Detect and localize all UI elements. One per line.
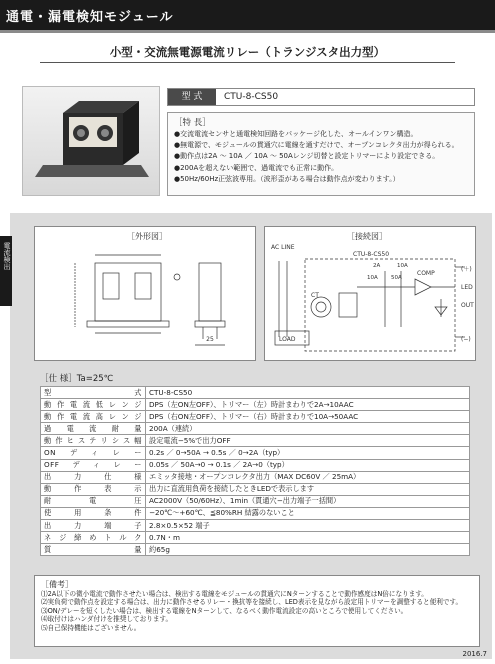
spec-key: 出力仕様 xyxy=(41,471,146,483)
spec-row xyxy=(41,411,470,423)
spec-row xyxy=(41,544,470,556)
note-item: ⑵実負荷で動作点を設定する場合は、出力に動作させるリレー・換抗等を接続し、LED表示を見ながら設定用トリマーを調整すると便利です。 xyxy=(41,598,463,607)
spec-key: 耐電圧 xyxy=(41,495,146,507)
spec-value: CTU-8-CS50 xyxy=(146,387,470,399)
feature-item: ●200Aを超えない範囲で、過電流でも正常に動作。 xyxy=(174,163,339,172)
spec-row xyxy=(41,507,470,519)
spec-value: 0.7N・m xyxy=(146,532,470,544)
spec-value: 200A（連続） xyxy=(146,423,470,435)
spec-row xyxy=(41,495,470,507)
notes-list xyxy=(41,590,477,632)
features-list xyxy=(174,129,472,185)
side-tab-label: 電流検出 xyxy=(3,242,11,270)
feature-item: ●無電源で、モジュールの貫通穴に電線を通すだけで、オープンコレクタ出力が得られる。 xyxy=(174,141,459,150)
model-value: CTU-8-CS50 xyxy=(224,92,279,102)
wiring-range-10a: 10A xyxy=(397,263,408,269)
spec-row xyxy=(41,435,470,447)
spec-key: 動作表示 xyxy=(41,483,146,495)
spec-key: 質量 xyxy=(41,544,146,556)
wiring-diagram xyxy=(265,227,475,360)
spec-key: ネジ締めトルク xyxy=(41,532,146,544)
spec-key: 過電流耐量 xyxy=(41,423,146,435)
wiring-model: CTU-8-CS50 xyxy=(353,251,390,258)
spec-row xyxy=(41,483,470,495)
spec-value: 出力に直流用負荷を接続したときLEDで表示します xyxy=(146,483,470,495)
spec-key: 動作ヒステリシス幅 xyxy=(41,435,146,447)
feature-item: ●50Hz/60Hz正弦波専用。（波形歪がある場合は動作点が変わります。） xyxy=(174,174,400,183)
product-subtitle: 小型・交流無電源電流リレー（トランジスタ出力型） xyxy=(109,45,386,59)
wiring-led: LED xyxy=(461,284,473,291)
spec-row xyxy=(41,532,470,544)
spec-table-body xyxy=(41,387,470,556)
note-item: ⑴2A以下の微小電流で動作させたい場合は、検出する電線をモジュールの貫通穴にNターンすることで動作感度はN倍になります。 xyxy=(41,590,428,598)
wiring-diagram-panel xyxy=(264,226,476,361)
spec-key: 出力端子 xyxy=(41,520,146,532)
wiring-range-50a: 50A xyxy=(391,275,402,281)
wiring-ct: CT xyxy=(311,292,319,299)
note-item: ⑶ON/デレーを短くしたい場合は、検出する電線をNターンして、なるべく動作電流設定の高いところで使用してください。 xyxy=(41,606,408,615)
product-illustration xyxy=(23,87,159,195)
spec-value: 0.2s ／ 0→50A → 0.5s ／ 0→2A（typ） xyxy=(146,447,470,459)
spec-key: ONディレー xyxy=(41,447,146,459)
spec-row xyxy=(41,471,470,483)
spec-value: 2.8×0.5×52 端子 xyxy=(146,520,470,532)
wiring-ac-line: AC LINE xyxy=(271,244,295,251)
spec-value: AC2000V（50/60Hz）、1min（貫通穴−出力端子一括間） xyxy=(146,495,470,507)
spec-row xyxy=(41,520,470,532)
wiring-title: ［接続図］ xyxy=(347,232,387,241)
spec-label: ［仕 様］Ta=25℃ xyxy=(40,374,114,384)
notes-box xyxy=(34,575,480,647)
spec-value: 設定電流−5%で出力OFF xyxy=(146,435,470,447)
spec-row xyxy=(41,423,470,435)
features-title: ［特 長］ xyxy=(174,118,211,128)
wiring-minus: (−) xyxy=(461,336,471,343)
header-rule xyxy=(0,30,495,33)
outline-drawing-panel xyxy=(34,226,256,361)
spec-value: DPS（右ON左OFF）、トリマー（右）時計まわりで10A→50AAC xyxy=(146,411,470,423)
spec-row xyxy=(41,447,470,459)
page-title: 通電・漏電検知モジュール xyxy=(6,10,174,25)
spec-row xyxy=(41,399,470,411)
dim-width: 25 xyxy=(206,336,214,343)
spec-row xyxy=(41,387,470,399)
spec-value: 約65g xyxy=(146,544,470,556)
wiring-comp: COMP xyxy=(417,270,435,277)
publication-date: 2016.7 xyxy=(462,650,487,658)
features-box xyxy=(167,112,475,196)
wiring-range-2a: 2A xyxy=(373,263,381,269)
feature-item: ●交流電流センサと通電検知回路をパッケージ化した、オールインワン構造。 xyxy=(174,130,418,138)
notes-title: ［備考］ xyxy=(41,580,73,589)
subtitle-underline xyxy=(40,62,455,63)
spec-key: 使用条件 xyxy=(41,507,146,519)
feature-item: ●動作点は2A 〜 10A ／ 10A 〜 50Aレンジ切替と設定トリマーにより設定できる。 xyxy=(174,152,440,161)
spec-value: エミッタ接地・オープンコレクタ出力（MAX DC60V ／ 25mA） xyxy=(146,471,470,483)
spec-value: DPS（左ON左OFF）、トリマー（左）時計まわりで2A→10AAC xyxy=(146,399,470,411)
spec-key: 動作電流高レンジ xyxy=(41,411,146,423)
note-item: ⑷取付けはハンダ付けを推奨しております。 xyxy=(41,615,173,624)
product-photo xyxy=(22,86,160,196)
side-tab xyxy=(0,236,12,306)
spec-table xyxy=(40,386,470,556)
wiring-plus: (＋) xyxy=(461,266,472,273)
model-box xyxy=(167,88,475,106)
spec-value: 0.05s ／ 50A→0 → 0.1s ／ 2A→0（typ） xyxy=(146,459,470,471)
spec-value: −20℃〜+60℃、≦80%RH 結露のないこと xyxy=(146,507,470,519)
outline-title: ［外形図］ xyxy=(127,232,167,241)
wiring-load: LOAD xyxy=(279,336,296,343)
spec-key: 動作電流低レンジ xyxy=(41,399,146,411)
spec-row xyxy=(41,459,470,471)
wiring-range-10a-b: 10A xyxy=(367,275,378,281)
wiring-out: OUT xyxy=(461,302,474,309)
outline-drawing xyxy=(35,227,255,360)
header-bar xyxy=(0,0,495,30)
model-label: 型 式 xyxy=(168,89,216,105)
note-item: ⑸自己保持機能はございません。 xyxy=(41,623,141,632)
spec-key: 型式 xyxy=(41,387,146,399)
spec-key: OFFディレー xyxy=(41,459,146,471)
